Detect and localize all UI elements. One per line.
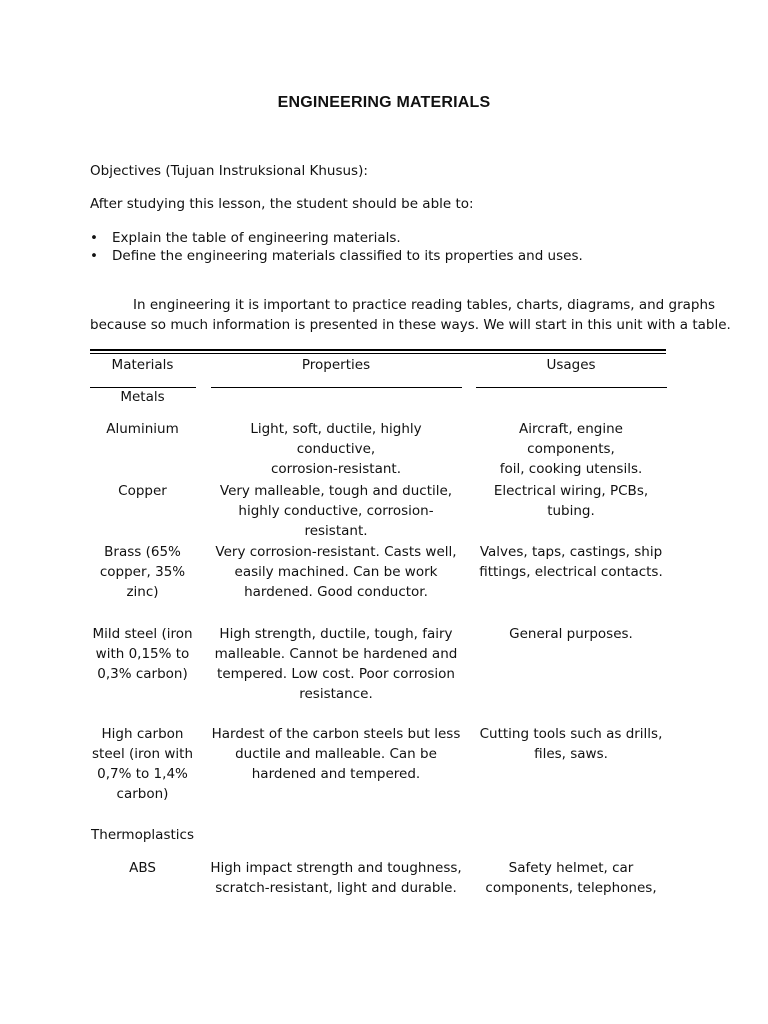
cell-line: carbon) [116,786,169,802]
table-row-properties [210,542,462,602]
table-row-properties [210,858,462,898]
cell-line: Valves, taps, castings, ship [479,544,663,560]
category-metals: Metals [120,389,165,405]
table-row-material [85,419,200,439]
cell-line: Electrical wiring, PCBs, [493,483,649,499]
table-top-rule [90,349,666,351]
objectives-list [90,229,583,265]
cell-line: High impact strength and toughness, [210,860,462,876]
cell-line: Safety helmet, car [508,860,634,876]
cell-line: Very corrosion-resistant. Casts well, [215,544,457,560]
cell-line: steel (iron with [92,746,193,762]
table-row-usages [474,724,668,764]
header-rule-properties [211,387,462,388]
cell-line: copper, 35% [99,564,186,580]
cell-line: Aircraft, engine components, [519,421,623,457]
table-row-properties [210,419,462,479]
cell-line: Mild steel (iron [92,626,193,642]
cell-line: Copper [118,483,167,499]
cell-line: resistance. [299,686,373,702]
list-item [90,247,583,265]
header-rule-usages [476,387,667,388]
body-paragraph [90,295,731,335]
cell-line: corrosion-resistant. [270,461,402,477]
cell-line: 0,7% to 1,4% [97,766,188,782]
header-usages: Usages [546,357,596,373]
table-row-usages [474,419,668,479]
intro-text: After studying this lesson, the student should be able to: [90,196,474,212]
cell-line: Cutting tools such as drills, [479,726,663,742]
cell-line: General purposes. [509,626,633,642]
table-row-material [85,481,200,501]
cell-line: hardened and tempered. [251,766,421,782]
table-row-usages [474,481,668,521]
table-row-usages [474,858,668,898]
cell-line: tempered. Low cost. Poor corrosion [217,666,455,682]
list-item-text: Explain the table of engineering materials. [112,230,401,246]
page-title: ENGINEERING MATERIALS [277,94,491,111]
table-row-properties [210,724,462,784]
bullet-icon: • [90,248,98,264]
cell-line: zinc) [126,584,159,600]
objectives-heading: Objectives (Tujuan Instruksional Khusus): [90,163,368,179]
cell-line: files, saws. [534,746,608,762]
cell-line: fittings, electrical contacts. [479,564,663,580]
table-row-material [85,542,200,602]
cell-line: 0,3% carbon) [97,666,188,682]
cell-line: Very malleable, tough and ductile, [219,483,453,499]
cell-line: components, telephones, [485,880,657,896]
cell-line: Light, soft, ductile, highly conductive, [250,421,422,457]
table-row-material [85,724,200,804]
cell-line: tubing. [547,503,595,519]
table-row-material [85,858,200,878]
cell-line: High strength, ductile, tough, fairy [219,626,453,642]
cell-line: foil, cooking utensils. [499,461,643,477]
table-row-properties [210,624,462,704]
bullet-icon: • [90,230,98,246]
header-materials: Materials [111,357,174,373]
table-top-rule-inner [90,353,666,354]
cell-line: easily machined. Can be work [234,564,438,580]
paragraph-line: In engineering it is important to practice reading tables, charts, diagrams, and graphs [133,297,716,313]
cell-line: scratch-resistant, light and durable. [215,880,457,896]
cell-line: ABS [129,860,156,876]
table-row-properties [210,481,462,541]
cell-line: High carbon [101,726,184,742]
cell-line: malleable. Cannot be hardened and [214,646,458,662]
header-properties: Properties [301,357,371,373]
table-row-usages [474,542,668,582]
cell-line: hardened. Good conductor. [244,584,428,600]
cell-line: highly conductive, corrosion-resistant. [238,503,434,539]
table-row-usages [474,624,668,644]
cell-line: Brass (65% [104,544,181,560]
category-thermoplastics: Thermoplastics [91,827,194,843]
paragraph-line: because so much information is presented in these ways. We will start in this unit with a table. [90,317,731,333]
cell-line: ductile and malleable. Can be [235,746,437,762]
list-item-text: Define the engineering materials classified to its properties and uses. [112,248,583,264]
cell-line: with 0,15% to [95,646,190,662]
list-item [90,229,583,247]
cell-line: Hardest of the carbon steels but less [211,726,461,742]
cell-line: Aluminium [106,421,179,437]
table-row-material [85,624,200,684]
